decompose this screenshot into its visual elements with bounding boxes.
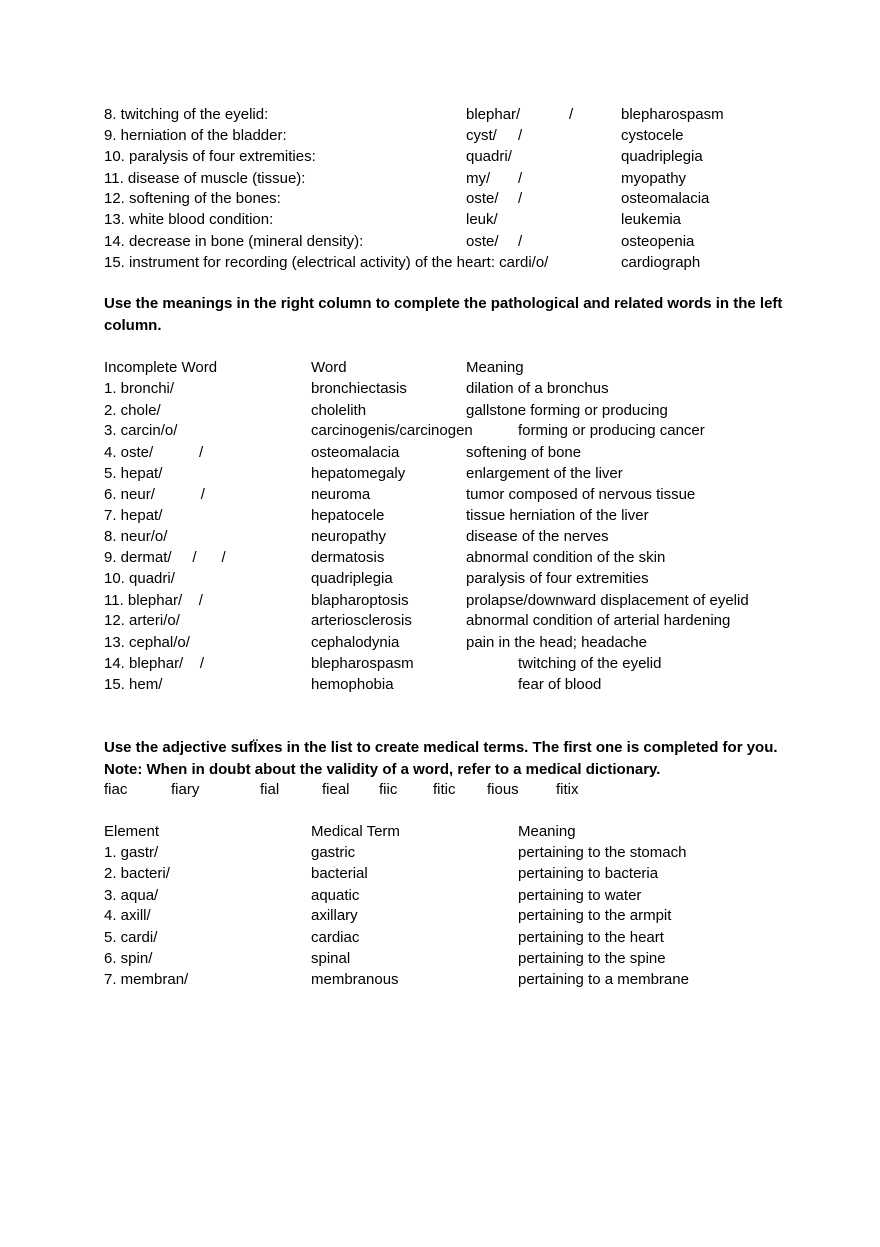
meaning: pertaining to the stomach xyxy=(518,844,687,861)
table-row xyxy=(0,568,880,589)
meaning: paralysis of four extremities xyxy=(466,570,649,587)
table-row xyxy=(0,231,880,252)
word: dermatosis xyxy=(311,549,385,566)
answer-text: osteomalacia xyxy=(621,190,710,207)
element-text: leuk/ xyxy=(466,211,498,228)
incomplete-word: 2. chole/ xyxy=(104,402,161,419)
table-row xyxy=(0,674,880,695)
slash-text: / xyxy=(518,127,523,144)
table-row xyxy=(0,252,880,273)
clue-text: 9. herniation of the bladder: xyxy=(104,127,287,144)
table-row xyxy=(0,505,880,526)
table-row xyxy=(0,168,880,189)
answer-text: quadriplegia xyxy=(621,148,703,165)
suffix-item: fious xyxy=(487,781,519,798)
word: hemophobia xyxy=(311,676,394,693)
table-row xyxy=(0,484,880,505)
element: 3. aqua/ xyxy=(104,887,159,904)
answer-text: cystocele xyxy=(621,127,684,144)
table-row xyxy=(0,209,880,230)
table-row xyxy=(0,632,880,653)
table-row xyxy=(0,378,880,399)
table-row xyxy=(0,547,880,568)
word: blapharoptosis xyxy=(311,592,409,609)
incomplete-word: 7. hepat/ xyxy=(104,507,163,524)
element: 7. membran/ xyxy=(104,971,189,988)
table-row xyxy=(0,420,880,441)
medical-term: axillary xyxy=(311,907,358,924)
table-row xyxy=(0,104,880,125)
slash-text: / xyxy=(518,170,523,187)
word: neuropathy xyxy=(311,528,387,545)
medical-term: membranous xyxy=(311,971,399,988)
meaning: gallstone forming or producing xyxy=(466,402,668,419)
meaning: enlargement of the liver xyxy=(466,465,623,482)
suffix-item: fitic xyxy=(433,781,456,798)
word: hepatocele xyxy=(311,507,385,524)
word: bronchiectasis xyxy=(311,380,407,397)
meaning: twitching of the eyelid xyxy=(518,655,662,672)
medical-term: bacterial xyxy=(311,865,368,882)
table-row xyxy=(0,400,880,421)
medical-term: cardiac xyxy=(311,929,360,946)
incomplete-word: 1. bronchi/ xyxy=(104,380,175,397)
medical-term: aquatic xyxy=(311,887,360,904)
suffix-item: fitix xyxy=(556,781,579,798)
slash-text: / xyxy=(518,190,523,207)
meaning: softening of bone xyxy=(466,444,582,461)
suffix-item: fial xyxy=(260,781,280,798)
meaning: pertaining to the armpit xyxy=(518,907,672,924)
suffix-item: fiic xyxy=(379,781,398,798)
meaning: pertaining to bacteria xyxy=(518,865,659,882)
clue-text: 13. white blood condition: xyxy=(104,211,274,228)
table-row xyxy=(0,146,880,167)
word: arteriosclerosis xyxy=(311,612,412,629)
incomplete-word: 3. carcin/o/ xyxy=(104,422,178,439)
answer-text: blepharospasm xyxy=(621,106,724,123)
meaning: forming or producing cancer xyxy=(518,422,705,439)
suffix-list xyxy=(0,779,880,800)
incomplete-word: 8. neur/o/ xyxy=(104,528,168,545)
table-row xyxy=(0,188,880,209)
slash-text: / xyxy=(569,106,574,123)
answer-text: osteopenia xyxy=(621,233,695,250)
word: blepharospasm xyxy=(311,655,414,672)
meaning: pertaining to water xyxy=(518,887,642,904)
word: cephalodynia xyxy=(311,634,400,651)
column-header-word: Word xyxy=(311,359,347,376)
meaning: disease of the nerves xyxy=(466,528,609,545)
suffix-item: fieal xyxy=(322,781,350,798)
clue-text: 10. paralysis of four extremities: xyxy=(104,148,316,165)
incomplete-word: 11. blephar/ / xyxy=(104,592,203,609)
meaning: tissue herniation of the liver xyxy=(466,507,649,524)
meaning: pertaining to the spine xyxy=(518,950,666,967)
meaning: prolapse/downward displacement of eyelid xyxy=(466,592,749,609)
word: osteomalacia xyxy=(311,444,400,461)
clue-text: 8. twitching of the eyelid: xyxy=(104,106,269,123)
element-text: oste/ xyxy=(466,233,499,250)
element-text: my/ xyxy=(466,170,491,187)
element-text: oste/ xyxy=(466,190,499,207)
incomplete-word: 15. hem/ xyxy=(104,676,163,693)
table-row xyxy=(0,885,880,906)
table-row xyxy=(0,927,880,948)
meaning: pertaining to a membrane xyxy=(518,971,689,988)
element: 1. gastr/ xyxy=(104,844,159,861)
table-row xyxy=(0,442,880,463)
element: 5. cardi/ xyxy=(104,929,158,946)
incomplete-word: 13. cephal/o/ xyxy=(104,634,190,651)
section-instruction: Use the meanings in the right column to complete the pathological and related words in the left column. xyxy=(104,295,783,334)
slash-text: / xyxy=(518,233,523,250)
column-header-incomplete-word: Incomplete Word xyxy=(104,359,218,376)
word: hepatomegaly xyxy=(311,465,406,482)
element: 6. spin/ xyxy=(104,950,153,967)
column-header-element: Element xyxy=(104,823,160,840)
table-row xyxy=(0,463,880,484)
clue-text: 14. decrease in bone (mineral density): xyxy=(104,233,364,250)
answer-text: cardiograph xyxy=(621,254,701,271)
incomplete-word: 5. hepat/ xyxy=(104,465,163,482)
element: 4. axill/ xyxy=(104,907,151,924)
table-row xyxy=(0,969,880,990)
word: quadriplegia xyxy=(311,570,393,587)
table-row xyxy=(0,125,880,146)
table-row xyxy=(0,842,880,863)
incomplete-word: 12. arteri/o/ xyxy=(104,612,180,629)
word: cholelith xyxy=(311,402,367,419)
clue-text: 12. softening of the bones: xyxy=(104,190,281,207)
meaning: dilation of a bronchus xyxy=(466,380,609,397)
medical-term: gastric xyxy=(311,844,356,861)
column-header-meaning: Meaning xyxy=(518,823,576,840)
word: carcinogenis/carcinogen xyxy=(311,422,473,439)
medical-term: spinal xyxy=(311,950,351,967)
element-text: cyst/ xyxy=(466,127,497,144)
table-header-row xyxy=(0,821,880,842)
word: neuroma xyxy=(311,486,371,503)
meaning: abnormal condition of the skin xyxy=(466,549,666,566)
table-row xyxy=(0,590,880,611)
table-row xyxy=(0,610,880,631)
clue-text: 15. instrument for recording (electrical activity) of the heart: cardi/o/ xyxy=(104,254,549,271)
incomplete-word: 10. quadri/ xyxy=(104,570,175,587)
answer-text: leukemia xyxy=(621,211,682,228)
table-row xyxy=(0,653,880,674)
element-text: quadri/ xyxy=(466,148,512,165)
section-instruction: Use the adjective sufÏxes in the list to create medical terms. The first one is completed for you. Note: When in doubt about the validity of a word, refer to a medical dictionary. xyxy=(104,739,778,778)
table-header-row xyxy=(0,357,880,378)
meaning: abnormal condition of arterial hardening xyxy=(466,612,731,629)
meaning: pertaining to the heart xyxy=(518,929,664,946)
table-row xyxy=(0,863,880,884)
incomplete-word: 9. dermat/ / / xyxy=(104,549,226,566)
meaning: tumor composed of nervous tissue xyxy=(466,486,696,503)
column-header-medical-term: Medical Term xyxy=(311,823,400,840)
element: 2. bacteri/ xyxy=(104,865,170,882)
clue-text: 11. disease of muscle (tissue): xyxy=(104,170,306,187)
incomplete-word: 4. oste/ / xyxy=(104,444,204,461)
suffix-item: fiary xyxy=(171,781,200,798)
meaning: fear of blood xyxy=(518,676,602,693)
incomplete-word: 6. neur/ / xyxy=(104,486,205,503)
answer-text: myopathy xyxy=(621,170,687,187)
table-row xyxy=(0,526,880,547)
column-header-meaning: Meaning xyxy=(466,359,524,376)
meaning: pain in the head; headache xyxy=(466,634,647,651)
element-text: blephar/ xyxy=(466,106,521,123)
suffix-item: fiac xyxy=(104,781,128,798)
table-row xyxy=(0,948,880,969)
incomplete-word: 14. blephar/ / xyxy=(104,655,205,672)
table-row xyxy=(0,905,880,926)
